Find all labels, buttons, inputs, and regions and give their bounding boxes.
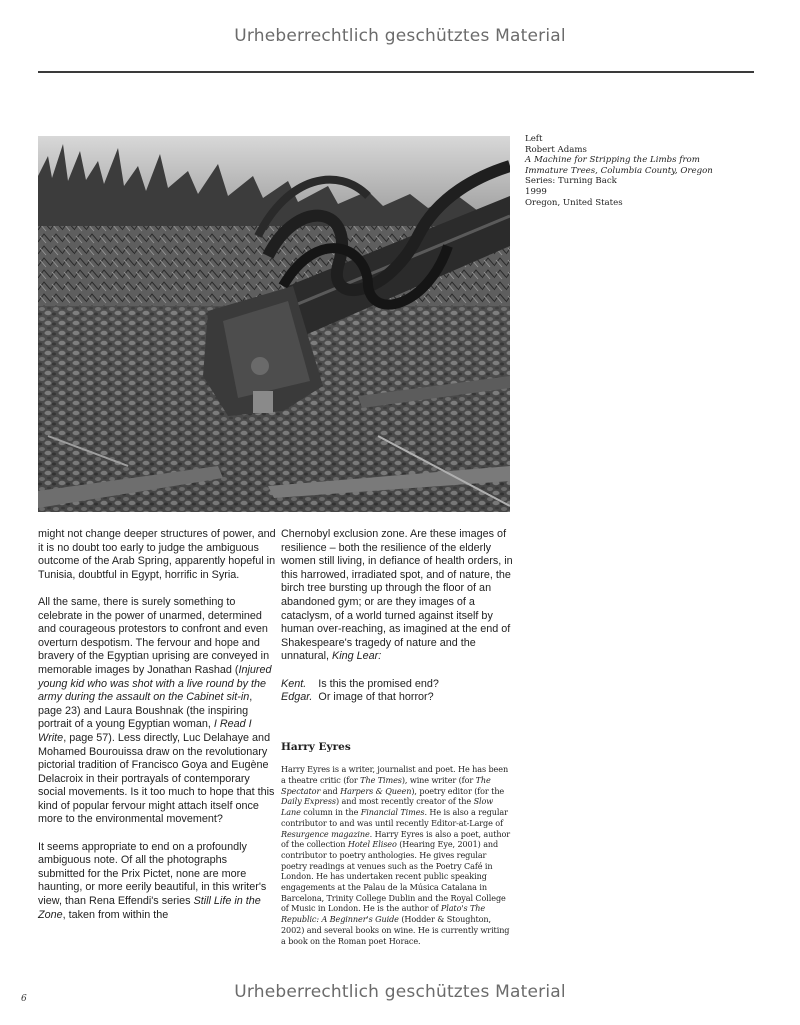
publication-title: Hotel Eliseo (347, 839, 397, 850)
text-run: . He is also a regular contributor to and was until recently Editor-at-Large of (281, 807, 508, 828)
artwork-title: I Read I Write (38, 718, 252, 744)
publication-title: Financial Times (360, 807, 425, 818)
text-run: All the same, there is surely something to celebrate in the power of unarmed, determined and courageous protestors to confront and even overturn despotism. The fervour and hope and bravery of the Egyptian uprising are conveyed in memorable images by Jonathan Rashad ( (38, 595, 270, 676)
paragraph (38, 841, 276, 923)
publication-title: Plato's The Republic: A Beginner's Guide (281, 903, 486, 925)
verse-speaker: Edgar. (281, 691, 313, 704)
caption-title-line2: Immature Trees, Columbia County, Oregon (525, 165, 713, 176)
text-run: ), wine writer (for (401, 775, 476, 786)
text-run: , taken from within the (62, 908, 169, 921)
publication-title: Daily Express (281, 796, 336, 807)
author-bio-heading: Harry Eyres (281, 740, 351, 753)
publication-title: The Spectator (281, 775, 491, 796)
text-run: column in the (300, 807, 361, 818)
play-title: King Lear: (332, 650, 382, 663)
text-run: . Harry Eyres is also a poet, author of the collection (281, 828, 511, 850)
series-title: Still Life in the Zone (38, 895, 261, 921)
author-bio (281, 764, 513, 946)
publication-title: Resurgence magazine (281, 828, 370, 839)
verse-quote (281, 678, 513, 705)
paragraph (281, 528, 513, 664)
photograph-image (38, 136, 510, 512)
body-column-left (38, 528, 276, 936)
caption-title-line1: A Machine for Stripping the Limbs from (525, 155, 700, 166)
text-run: , page 57). Less directly, Luc Delahaye and Mohamed Bourouissa draw on the revolutionary pictorial tradition of Francisco Goya and Eugène Delacroix in their portrayals of contemporary social movements. Is it too much to hope that this kind of popular fervour might attach itself once more to the environmental movement? (38, 731, 275, 826)
photograph (38, 136, 510, 512)
artwork-title: Injured young kid who was shot with a live round by the army during the assault on the Cabinet sit-in (38, 663, 272, 704)
body-column-middle (281, 528, 513, 946)
caption-position: Left (525, 134, 543, 144)
text-run: and (320, 785, 341, 796)
page-number: 6 (21, 994, 27, 1004)
text-run: , page 23) and Laura Boushnak (the inspiring portrait of a young Egyptian woman, (38, 691, 253, 731)
caption-year: 1999 (525, 186, 547, 197)
verse-line (281, 691, 513, 705)
text-run: ) and most recently creator of the (335, 796, 474, 807)
verse-text: Is this the promised end? (318, 677, 439, 690)
text-run: (Hodder & Stoughton, 2002) and several books on wine. He is currently writing a book on the Roman poet Horace. (281, 914, 510, 946)
copyright-watermark-bottom: Urheberrechtlich geschütztes Material (234, 982, 566, 1002)
caption-location: Oregon, United States (525, 197, 623, 208)
publication-title: Slow Lane (281, 796, 494, 818)
publication-title: Harpers & Queen (340, 785, 412, 796)
text-run: ), poetry editor (for the (411, 785, 505, 796)
verse-speaker: Kent. (281, 677, 307, 690)
publication-title: The Times (360, 775, 402, 786)
caption-series: Series: Turning Back (525, 176, 617, 187)
photo-caption (525, 134, 755, 208)
paragraph (38, 596, 276, 827)
verse-text: Or image of that horror? (318, 691, 434, 704)
text-run: It seems appropriate to end on a profoundly ambiguous note. Of all the photographs submitted for the Prix Pictet, none are more haunting, or more eerily beautiful, in this writer's view, than Rena Effendi's series (38, 840, 267, 908)
verse-line (281, 678, 513, 692)
text-run: Chernobyl exclusion zone. Are these images of resilience – both the resilience of the elderly women still living, in defiance of health orders, in this harrowed, irradiated spot, and of nature, the birch tree bursting up through the floor of an abandoned gym; or are they images of a cataclysm, of a world turned against itself by human over-reaching, as imagined at the end of Shakespeare's tragedy of nature and the unnatural, (281, 528, 513, 663)
header-rule (38, 71, 754, 73)
caption-artist: Robert Adams (525, 144, 587, 155)
copyright-watermark-top: Urheberrechtlich geschütztes Material (234, 26, 566, 46)
text-run: Harry Eyres is a writer, journalist and poet. He has been a theatre critic (for (281, 764, 509, 786)
text-run: (Hearing Eye, 2001) and contributor to poetry anthologies. He gives regular poetry readings at venues such as the Poetry Café in London. He has undertaken recent public speaking engagements at the Palau de la Música Catalana in Barcelona, Trinity College Dublin and the Royal College of Music in London. He is the author of (281, 839, 506, 914)
paragraph: might not change deeper structures of power, and it is no doubt too early to judge the ambiguous outcome of the Arab Spring, apparently hopeful in Tunisia, doubtful in Egypt, horrific in Syria. (38, 528, 276, 581)
